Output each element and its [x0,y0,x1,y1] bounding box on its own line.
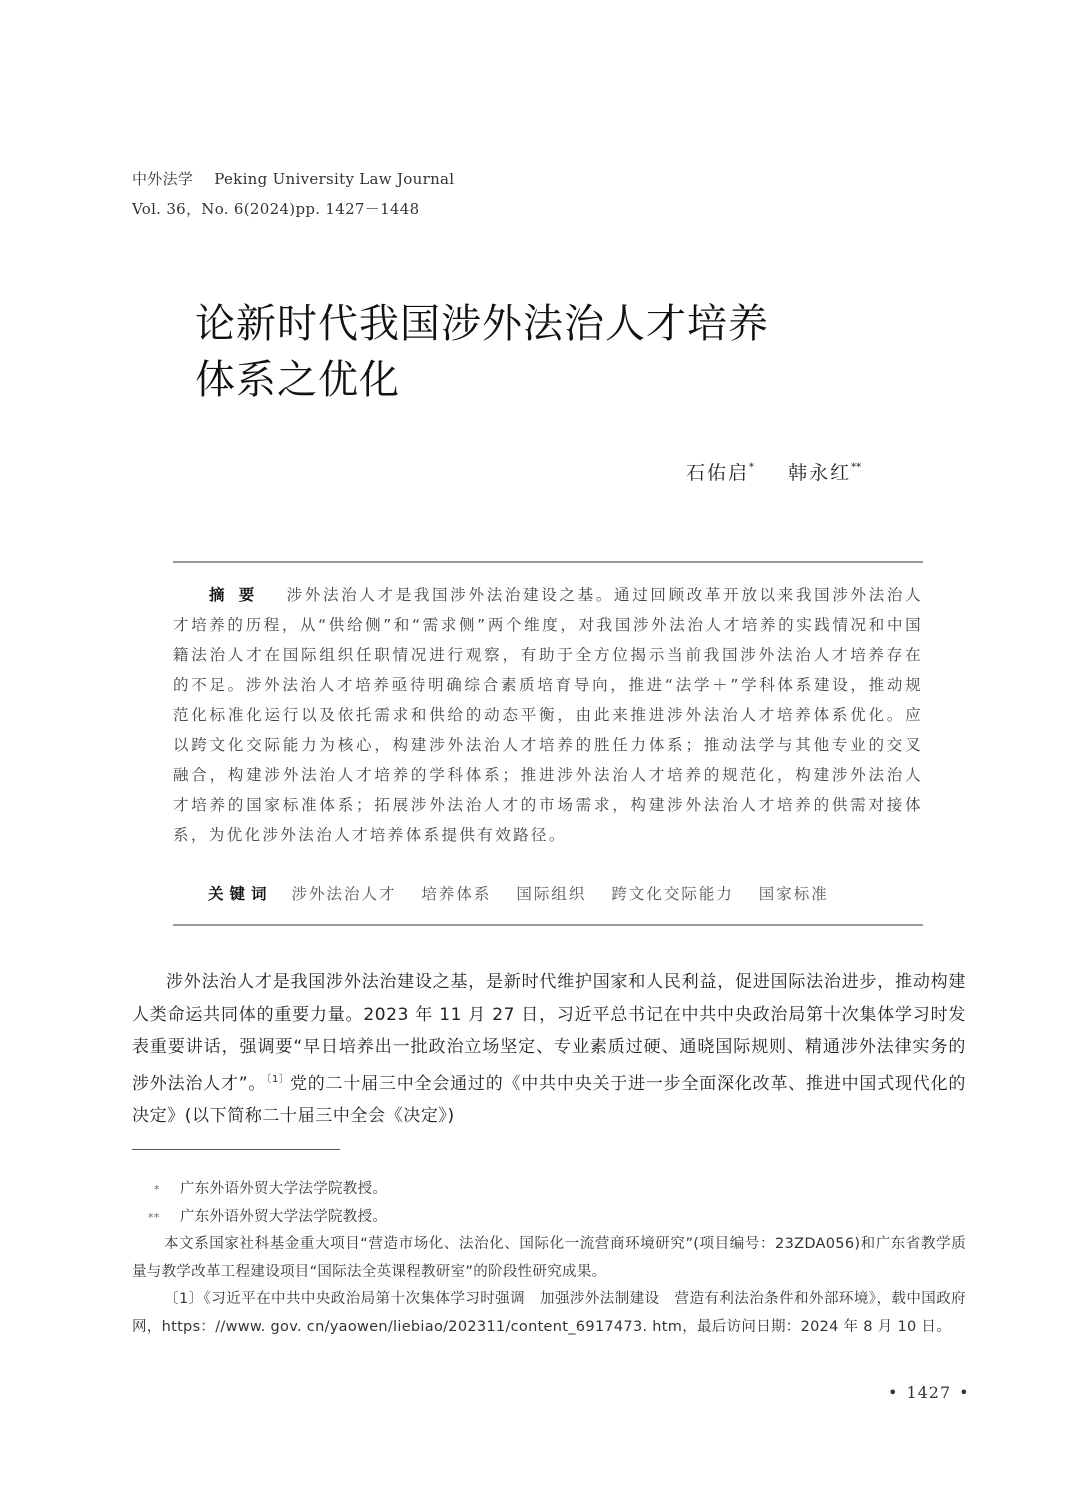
footnote-reference-1: 〔1〕《习近平在中共中央政治局第十次集体学习时强调 加强涉外法制建设 营造有利法治条件和外部环境》，载中国政府网，https：//www. gov. cn/yaowen/liebiao/202311/content_6917473. htm，最后访问日期：2024 年 8 月 10 日。 [132,1291,966,1335]
footnotes [132,1176,966,1341]
abstract-bottom-rule [173,924,923,926]
body-paragraph [132,966,966,1133]
footnote-mark: * [154,1183,160,1196]
abstract-text: 涉外法治人才是我国涉外法治建设之基。通过回顾改革开放以来我国涉外法治人才培养的历程，从“供给侧”和“需求侧”两个维度，对我国涉外法治人才培养的实践情况和中国籍法治人才在国际组织任职情况进行观察，有助于全方位揭示当前我国涉外法治人才培养存在的不足。涉外法治人才培养亟待明确综合素质培育导向，推进“法学＋”学科体系建设，推动规范化标准化运行以及依托需求和供给的动态平衡，由此来推进涉外法治人才培养体系优化。应以跨文化交际能力为核心，构建涉外法治人才培养的胜任力体系；推动法学与其他专业的交叉融合，构建涉外法治人才培养的学科体系；推进涉外法治人才培养的规范化，构建涉外法治人才培养的国家标准体系；拓展涉外法治人才的市场需求，构建涉外法治人才培养的供需对接体系，为优化涉外法治人才培养体系提供有效路径。 [173,586,923,844]
keyword: 培养体系 [421,885,492,903]
bullet-icon: • [888,1383,899,1402]
keyword: 涉外法治人才 [291,885,397,903]
article-title [195,296,769,408]
article-title-line-2: 体系之优化 [195,357,400,403]
author-footnote-mark[interactable]: * [749,462,755,473]
body-text-part-2: 党的二十届三中全会通过的《中共中央关于进一步全面深化改革、推进中国式现代化的决定》(以下简称二十届三中全会《决定》) [132,1073,967,1127]
article-title-line-1: 论新时代我国涉外法治人才培养 [195,301,769,347]
author-footnote-mark[interactable]: ** [851,462,862,473]
abstract [173,580,923,850]
bullet-icon: • [959,1383,970,1402]
keywords [208,882,847,904]
body-text-part-1: 涉外法治人才是我国涉外法治建设之基，是新时代维护国家和人民利益，促进国际法治进步，推动构建人类命运共同体的重要力量。2023 年 11 月 27 日，习近平总书记在中共中央政治局第十次集体学习时发表重要讲话，强调要“早日培养出一批政治立场坚定、专业素质过硬、通晓国际规则、精通涉外法律实务的涉外法治人才”。 [132,972,966,1094]
journal-name-cn: 中外法学 [132,170,194,188]
footnote-text: 广东外语外贸大学法学院教授。 [180,1208,388,1225]
journal-name [132,168,454,189]
footnote-mark: ** [148,1210,160,1224]
author-name: 石佑启 [686,462,750,484]
footnote-funding: 本文系国家社科基金重大项目“营造市场化、法治化、国际化一流营商环境研究”(项目编号：23ZDA056)和广东省教学质量与教学改革工程建设项目“国际法全英课程教研室”的阶段性研究成果。 [132,1236,966,1280]
page-number-value: 1427 [906,1383,952,1402]
keyword: 跨文化交际能力 [611,885,734,903]
footnote-author-2 [132,1204,966,1232]
keyword: 国际组织 [516,885,587,903]
author-name: 韩永红 [788,462,852,484]
keyword: 国家标准 [758,885,829,903]
abstract-top-rule [173,561,923,563]
journal-name-en: Peking University Law Journal [214,170,455,188]
journal-volume-info: Vol. 36，No. 6(2024)pp. 1427－1448 [132,200,420,218]
footnote-separator [132,1149,340,1150]
keywords-label: 关键词 [208,885,273,903]
page-number [880,1383,978,1402]
reference-mark[interactable]: 〔1〕 [266,1073,290,1085]
abstract-label: 摘要 [209,586,269,604]
author-list [686,458,861,485]
footnote-author-1 [132,1176,966,1204]
footnote-text: 广东外语外贸大学法学院教授。 [180,1181,388,1197]
